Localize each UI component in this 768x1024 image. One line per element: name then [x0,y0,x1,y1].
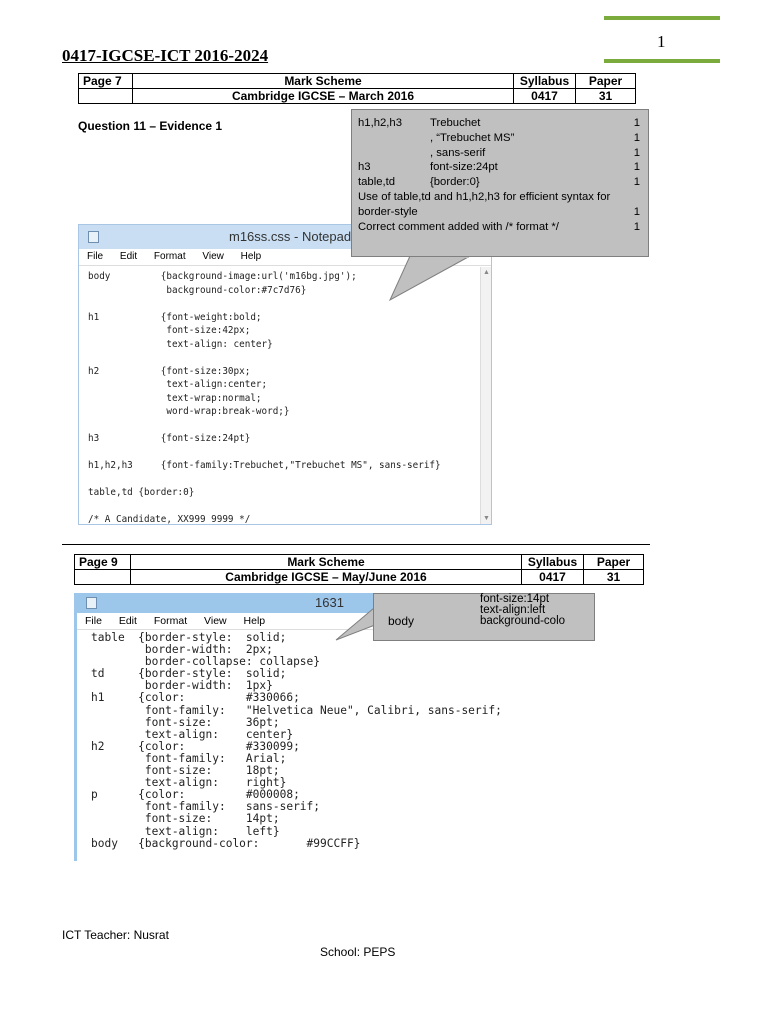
paper-label-cell: Paper [576,74,636,89]
paper-label-cell: Paper [584,555,644,570]
empty-cell [79,89,133,104]
menu-file[interactable]: File [87,251,104,262]
callout-row: table,td {border:0} 1 [358,176,640,189]
callout-row: Use of table,td and h1,h2,h3 for efficient syntax for [358,190,611,203]
callout-label: body [388,614,415,628]
paper-cell: 31 [584,570,644,585]
page-number: 1 [657,32,666,51]
page-cell: Page 9 [75,555,131,570]
mark-scheme-cell: Mark Scheme [131,555,522,570]
menu-edit[interactable]: Edit [119,251,138,262]
syllabus-label-cell: Syllabus [514,74,576,89]
header-rule-top [604,16,720,20]
notepad-text-area[interactable]: table {border-style: solid; border-width: 2px; border-collapse: collapse} td {border-style: solid; border-width: 1px} h1 {color: #330066; font-family: "Helvetica Neue", Calibri, sans-serif; font-size: 36pt; text-align: center} h2 {color: #330099; font-family: Arial; font-size: 18pt; text-align: right} p {color: #000008; font-family: sans-serif; font-size: 14pt; text-align: left} body {background-color: #99CCFF} [91,631,502,850]
exam-cell: Cambridge IGCSE – March 2016 [133,89,514,104]
mark-scheme-cell: Mark Scheme [133,74,514,89]
scroll-up-icon[interactable]: ▲ [483,269,490,276]
question-heading: Question 11 – Evidence 1 [78,119,223,133]
callout-row: , sans-serif 1 [430,146,640,159]
callout-row: h3 font-size:24pt 1 [358,161,640,174]
paper-cell: 31 [576,89,636,104]
menu-help[interactable]: Help [240,251,262,262]
header-rule-bottom [604,59,720,63]
mark-scheme-table-2 [74,554,644,585]
callout-lines: font-size:14pt text-align:left background-colo [480,593,566,627]
callout-row: , “Trebuchet MS” 1 [430,131,640,144]
marking-callout-2 [373,593,595,641]
exam-cell: Cambridge IGCSE – May/June 2016 [131,570,522,585]
scroll-down-icon[interactable]: ▼ [483,515,490,522]
notepad-icon [88,231,99,243]
notepad-icon [86,597,97,609]
menu-format[interactable]: Format [153,251,186,262]
footer-school: School: PEPS [320,945,396,959]
marking-callout-1 [351,109,649,257]
document-title: 0417-IGCSE-ICT 2016-2024 [62,46,269,65]
syllabus-cell: 0417 [522,570,584,585]
notepad-text-area[interactable]: body {background-image:url('m16bg.jpg'); background-color:#7c7d76} h1 {font-weight:bold; font-size:42px; text-align: center} h2 {font-size:30px; text-align:center; text-wrap:normal; word-wrap:break-word;} h3 {font-size:24pt} h1,h2,h3 {font-family:Trebuchet,"Trebuchet MS", sans-serif} table,td {border:0} /* A Candidate, XX999 9999 */ [88,271,441,525]
menu-edit[interactable]: Edit [118,615,137,627]
callout-row: Correct comment added with /* format */ 1 [358,220,640,233]
vertical-scrollbar[interactable] [480,267,491,524]
callout-row: border-style 1 [358,205,640,218]
page-cell: Page 7 [79,74,133,89]
mark-scheme-table-1 [78,73,636,104]
empty-cell [75,570,131,585]
notepad-title: 1631 [315,595,344,610]
menu-view[interactable]: View [202,251,224,262]
menu-format[interactable]: Format [153,615,188,627]
section-divider [62,544,650,545]
menu-view[interactable]: View [204,615,227,627]
callout-row: h1,h2,h3 Trebuchet 1 [358,117,640,129]
syllabus-cell: 0417 [514,89,576,104]
syllabus-label-cell: Syllabus [522,555,584,570]
notepad-title: m16ss.css - Notepad [229,229,352,244]
menu-file[interactable]: File [85,615,102,627]
menu-help[interactable]: Help [243,615,266,627]
footer-teacher: ICT Teacher: Nusrat [62,928,169,942]
